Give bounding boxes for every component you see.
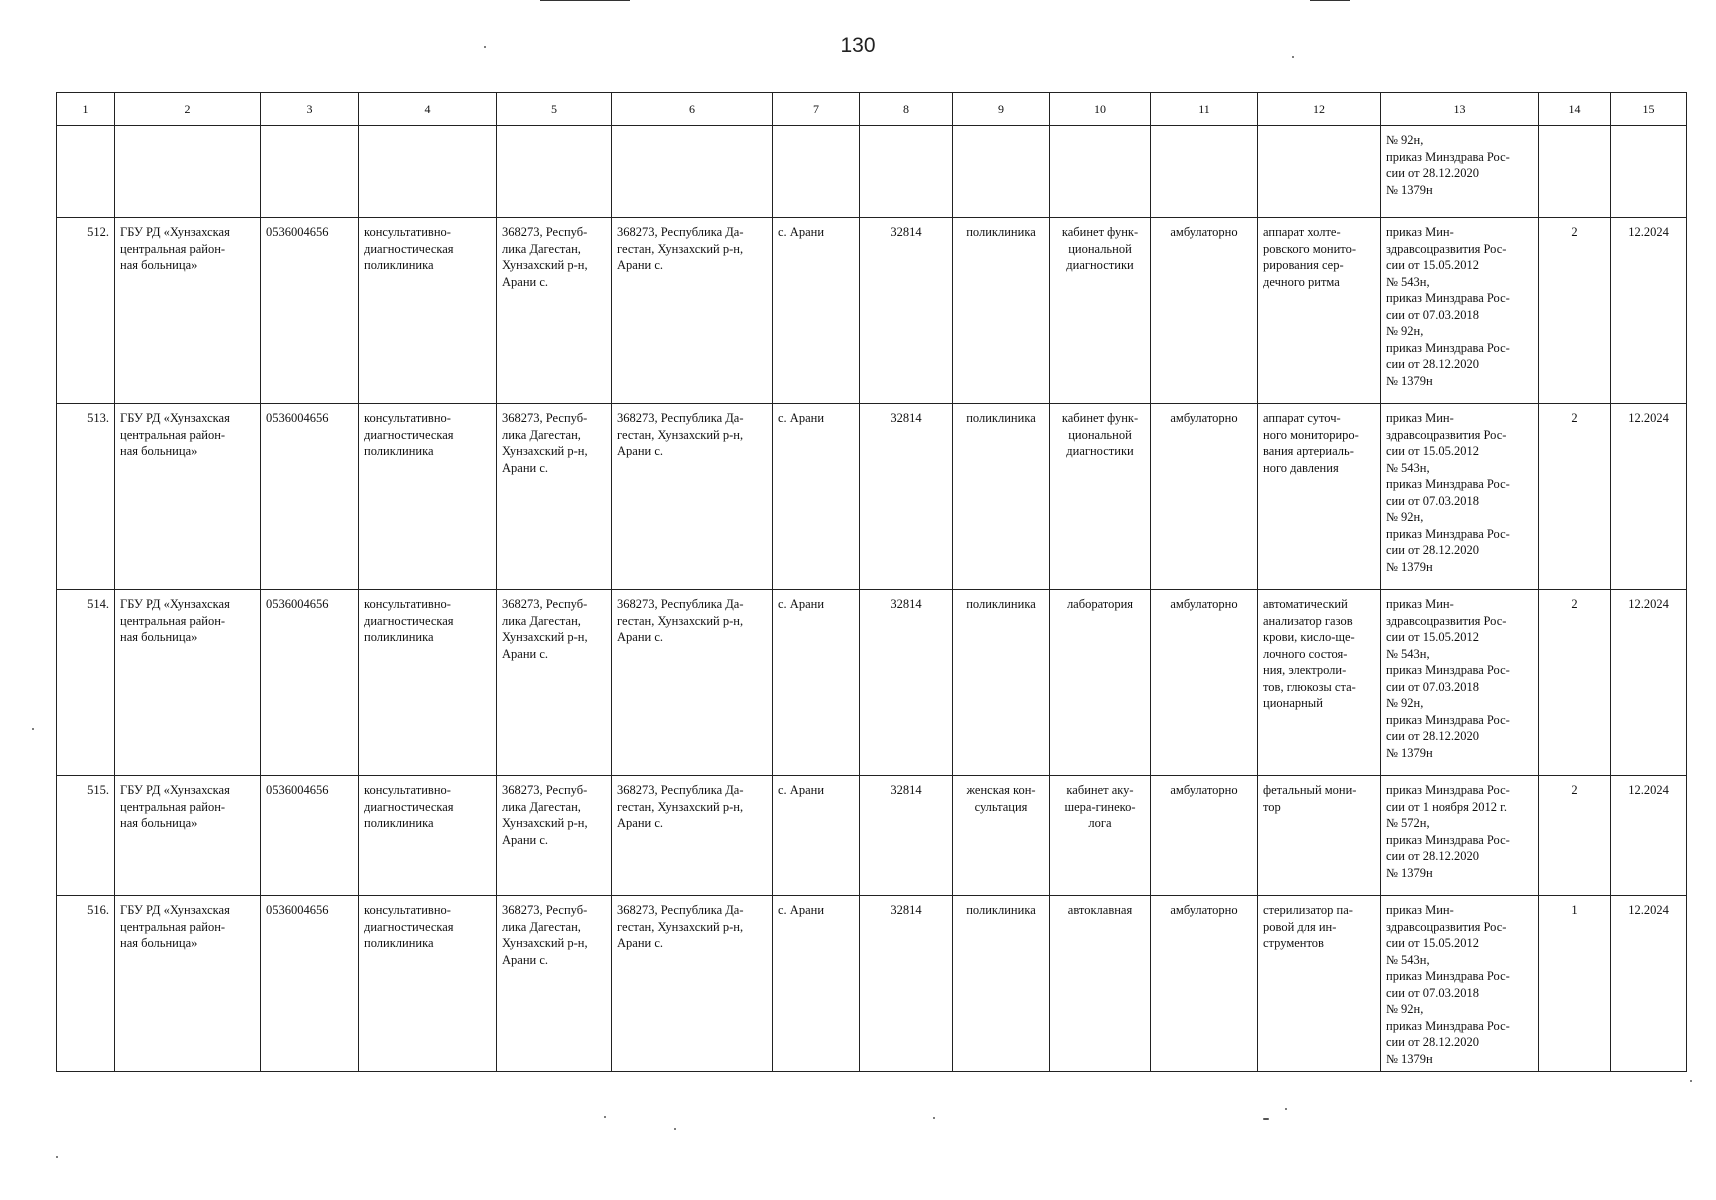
cell-equipment: аппарат суточ- ного мониториро- вания артериаль- ного давления	[1258, 404, 1381, 590]
scan-speck	[1263, 1118, 1269, 1120]
cell-locality: с. Арани	[773, 896, 860, 1072]
cell-quantity: 1	[1539, 896, 1611, 1072]
cell-legal-address: 368273, Респуб- лика Дагестан, Хунзахский р-н, Арани с.	[497, 404, 612, 590]
cell	[57, 126, 115, 218]
table-row	[57, 404, 1687, 590]
cell	[773, 126, 860, 218]
table-row	[57, 218, 1687, 404]
cell-orders: приказ Мин- здравсоцразвития Рос- сии от 15.05.2012 № 543н, приказ Минздрава Рос- сии от 07.03.2018 № 92н, приказ Минздрава Рос- сии от 28.12.2020 № 1379н	[1381, 404, 1539, 590]
cell-orders: приказ Мин- здравсоцразвития Рос- сии от 15.05.2012 № 543н, приказ Минздрава Рос- сии от 07.03.2018 № 92н, приказ Минздрава Рос- сии от 28.12.2020 № 1379н	[1381, 896, 1539, 1072]
cell-orders: приказ Мин- здравсоцразвития Рос- сии от 15.05.2012 № 543н, приказ Минздрава Рос- сии от 07.03.2018 № 92н, приказ Минздрава Рос- сии от 28.12.2020 № 1379н	[1381, 218, 1539, 404]
cell	[115, 126, 261, 218]
cell-organization: ГБУ РД «Хунзахская центральная район- ная больница»	[115, 776, 261, 896]
cell-orders: приказ Минздрава Рос- сии от 1 ноября 2012 г. № 572н, приказ Минздрава Рос- сии от 28.12.2020 № 1379н	[1381, 776, 1539, 896]
cell	[1611, 126, 1687, 218]
cell-actual-address: 368273, Республика Да- гестан, Хунзахский р-н, Арани с.	[612, 404, 773, 590]
cell-locality: с. Арани	[773, 218, 860, 404]
cell-date: 12.2024	[1611, 896, 1687, 1072]
cell	[261, 126, 359, 218]
cell-date: 12.2024	[1611, 218, 1687, 404]
col-header: 2	[115, 93, 261, 126]
col-header: 14	[1539, 93, 1611, 126]
cell	[1258, 126, 1381, 218]
scan-speck	[1292, 56, 1294, 58]
scan-speck	[1690, 1080, 1692, 1082]
cell-organization: ГБУ РД «Хунзахская центральная район- ная больница»	[115, 590, 261, 776]
cell-room: кабинет функ- циональной диагностики	[1050, 218, 1151, 404]
cell-actual-address: 368273, Республика Да- гестан, Хунзахский р-н, Арани с.	[612, 218, 773, 404]
cell-facility-type: консультативно- диагностическая поликлиника	[359, 590, 497, 776]
cell-legal-address: 368273, Респуб- лика Дагестан, Хунзахский р-н, Арани с.	[497, 590, 612, 776]
scan-speck	[1285, 1108, 1287, 1110]
cell-row-number: 515.	[57, 776, 115, 896]
cell	[953, 126, 1050, 218]
scan-speck	[604, 1116, 606, 1118]
col-header: 8	[860, 93, 953, 126]
cell-room: кабинет функ- циональной диагностики	[1050, 404, 1151, 590]
cell-unit: поликлиника	[953, 218, 1050, 404]
cell-oktmo-code: 32814	[860, 218, 953, 404]
col-header: 10	[1050, 93, 1151, 126]
cell-organization: ГБУ РД «Хунзахская центральная район- ная больница»	[115, 404, 261, 590]
cell-legal-address: 368273, Респуб- лика Дагестан, Хунзахский р-н, Арани с.	[497, 896, 612, 1072]
cell-inn: 0536004656	[261, 590, 359, 776]
cell-actual-address: 368273, Республика Да- гестан, Хунзахский р-н, Арани с.	[612, 776, 773, 896]
cell-unit: поликлиника	[953, 590, 1050, 776]
cell-room: автоклавная	[1050, 896, 1151, 1072]
col-header: 9	[953, 93, 1050, 126]
cell-quantity: 2	[1539, 776, 1611, 896]
table-row	[57, 590, 1687, 776]
cell-equipment: автоматический анализатор газов крови, кисло-ще- лочного состоя- ния, электроли- тов, глюкозы ста- ционарный	[1258, 590, 1381, 776]
page-number: 130	[840, 34, 876, 57]
cell	[860, 126, 953, 218]
cell-care-mode: амбулаторно	[1151, 896, 1258, 1072]
scan-speck	[56, 1156, 58, 1158]
cell-room: кабинет аку- шера-гинеко- лога	[1050, 776, 1151, 896]
cell-locality: с. Арани	[773, 776, 860, 896]
col-header: 15	[1611, 93, 1687, 126]
col-header: 7	[773, 93, 860, 126]
scan-edge-line	[1310, 0, 1350, 1]
cell-locality: с. Арани	[773, 590, 860, 776]
cell-organization: ГБУ РД «Хунзахская центральная район- ная больница»	[115, 218, 261, 404]
cell-oktmo-code: 32814	[860, 776, 953, 896]
cell-equipment: аппарат холте- ровского монито- рирования сер- дечного ритма	[1258, 218, 1381, 404]
cell-orders: приказ Мин- здравсоцразвития Рос- сии от 15.05.2012 № 543н, приказ Минздрава Рос- сии от 07.03.2018 № 92н, приказ Минздрава Рос- сии от 28.12.2020 № 1379н	[1381, 590, 1539, 776]
col-header: 11	[1151, 93, 1258, 126]
cell-inn: 0536004656	[261, 404, 359, 590]
col-header: 4	[359, 93, 497, 126]
cell-oktmo-code: 32814	[860, 404, 953, 590]
cell-inn: 0536004656	[261, 218, 359, 404]
cell-unit: женская кон- сультация	[953, 776, 1050, 896]
cell-date: 12.2024	[1611, 404, 1687, 590]
scan-edge-line	[540, 0, 630, 1]
cell-facility-type: консультативно- диагностическая поликлиника	[359, 218, 497, 404]
cell	[612, 126, 773, 218]
scan-speck	[933, 1117, 935, 1119]
cell-equipment: фетальный мони- тор	[1258, 776, 1381, 896]
cell-quantity: 2	[1539, 590, 1611, 776]
continuation-row	[57, 126, 1687, 218]
col-header: 3	[261, 93, 359, 126]
col-header: 13	[1381, 93, 1539, 126]
cell-unit: поликлиника	[953, 404, 1050, 590]
cell-inn: 0536004656	[261, 776, 359, 896]
cell-care-mode: амбулаторно	[1151, 590, 1258, 776]
scan-speck	[484, 46, 486, 48]
col-header: 6	[612, 93, 773, 126]
table-row	[57, 776, 1687, 896]
cell-orders: № 92н, приказ Минздрава Рос- сии от 28.12.2020 № 1379н	[1381, 126, 1539, 218]
cell-unit: поликлиника	[953, 896, 1050, 1072]
scan-speck	[674, 1128, 676, 1130]
cell-quantity: 2	[1539, 218, 1611, 404]
cell-facility-type: консультативно- диагностическая поликлиника	[359, 404, 497, 590]
cell-oktmo-code: 32814	[860, 896, 953, 1072]
col-header: 5	[497, 93, 612, 126]
cell	[1539, 126, 1611, 218]
header-row	[57, 93, 1687, 126]
cell-row-number: 516.	[57, 896, 115, 1072]
cell-actual-address: 368273, Республика Да- гестан, Хунзахский р-н, Арани с.	[612, 590, 773, 776]
cell-organization: ГБУ РД «Хунзахская центральная район- ная больница»	[115, 896, 261, 1072]
cell	[497, 126, 612, 218]
equipment-table	[56, 92, 1687, 1072]
cell-row-number: 512.	[57, 218, 115, 404]
cell-date: 12.2024	[1611, 590, 1687, 776]
cell	[1151, 126, 1258, 218]
cell	[1050, 126, 1151, 218]
cell-facility-type: консультативно- диагностическая поликлиника	[359, 896, 497, 1072]
col-header: 12	[1258, 93, 1381, 126]
cell-oktmo-code: 32814	[860, 590, 953, 776]
cell-locality: с. Арани	[773, 404, 860, 590]
cell-care-mode: амбулаторно	[1151, 404, 1258, 590]
scan-speck	[32, 728, 34, 730]
cell	[359, 126, 497, 218]
cell-row-number: 514.	[57, 590, 115, 776]
cell-actual-address: 368273, Республика Да- гестан, Хунзахский р-н, Арани с.	[612, 896, 773, 1072]
cell-legal-address: 368273, Респуб- лика Дагестан, Хунзахский р-н, Арани с.	[497, 776, 612, 896]
cell-quantity: 2	[1539, 404, 1611, 590]
cell-facility-type: консультативно- диагностическая поликлиника	[359, 776, 497, 896]
cell-legal-address: 368273, Респуб- лика Дагестан, Хунзахский р-н, Арани с.	[497, 218, 612, 404]
col-header: 1	[57, 93, 115, 126]
cell-inn: 0536004656	[261, 896, 359, 1072]
table-row	[57, 896, 1687, 1072]
cell-date: 12.2024	[1611, 776, 1687, 896]
cell-room: лаборатория	[1050, 590, 1151, 776]
cell-row-number: 513.	[57, 404, 115, 590]
cell-equipment: стерилизатор па- ровой для ин- струментов	[1258, 896, 1381, 1072]
cell-care-mode: амбулаторно	[1151, 776, 1258, 896]
cell-care-mode: амбулаторно	[1151, 218, 1258, 404]
